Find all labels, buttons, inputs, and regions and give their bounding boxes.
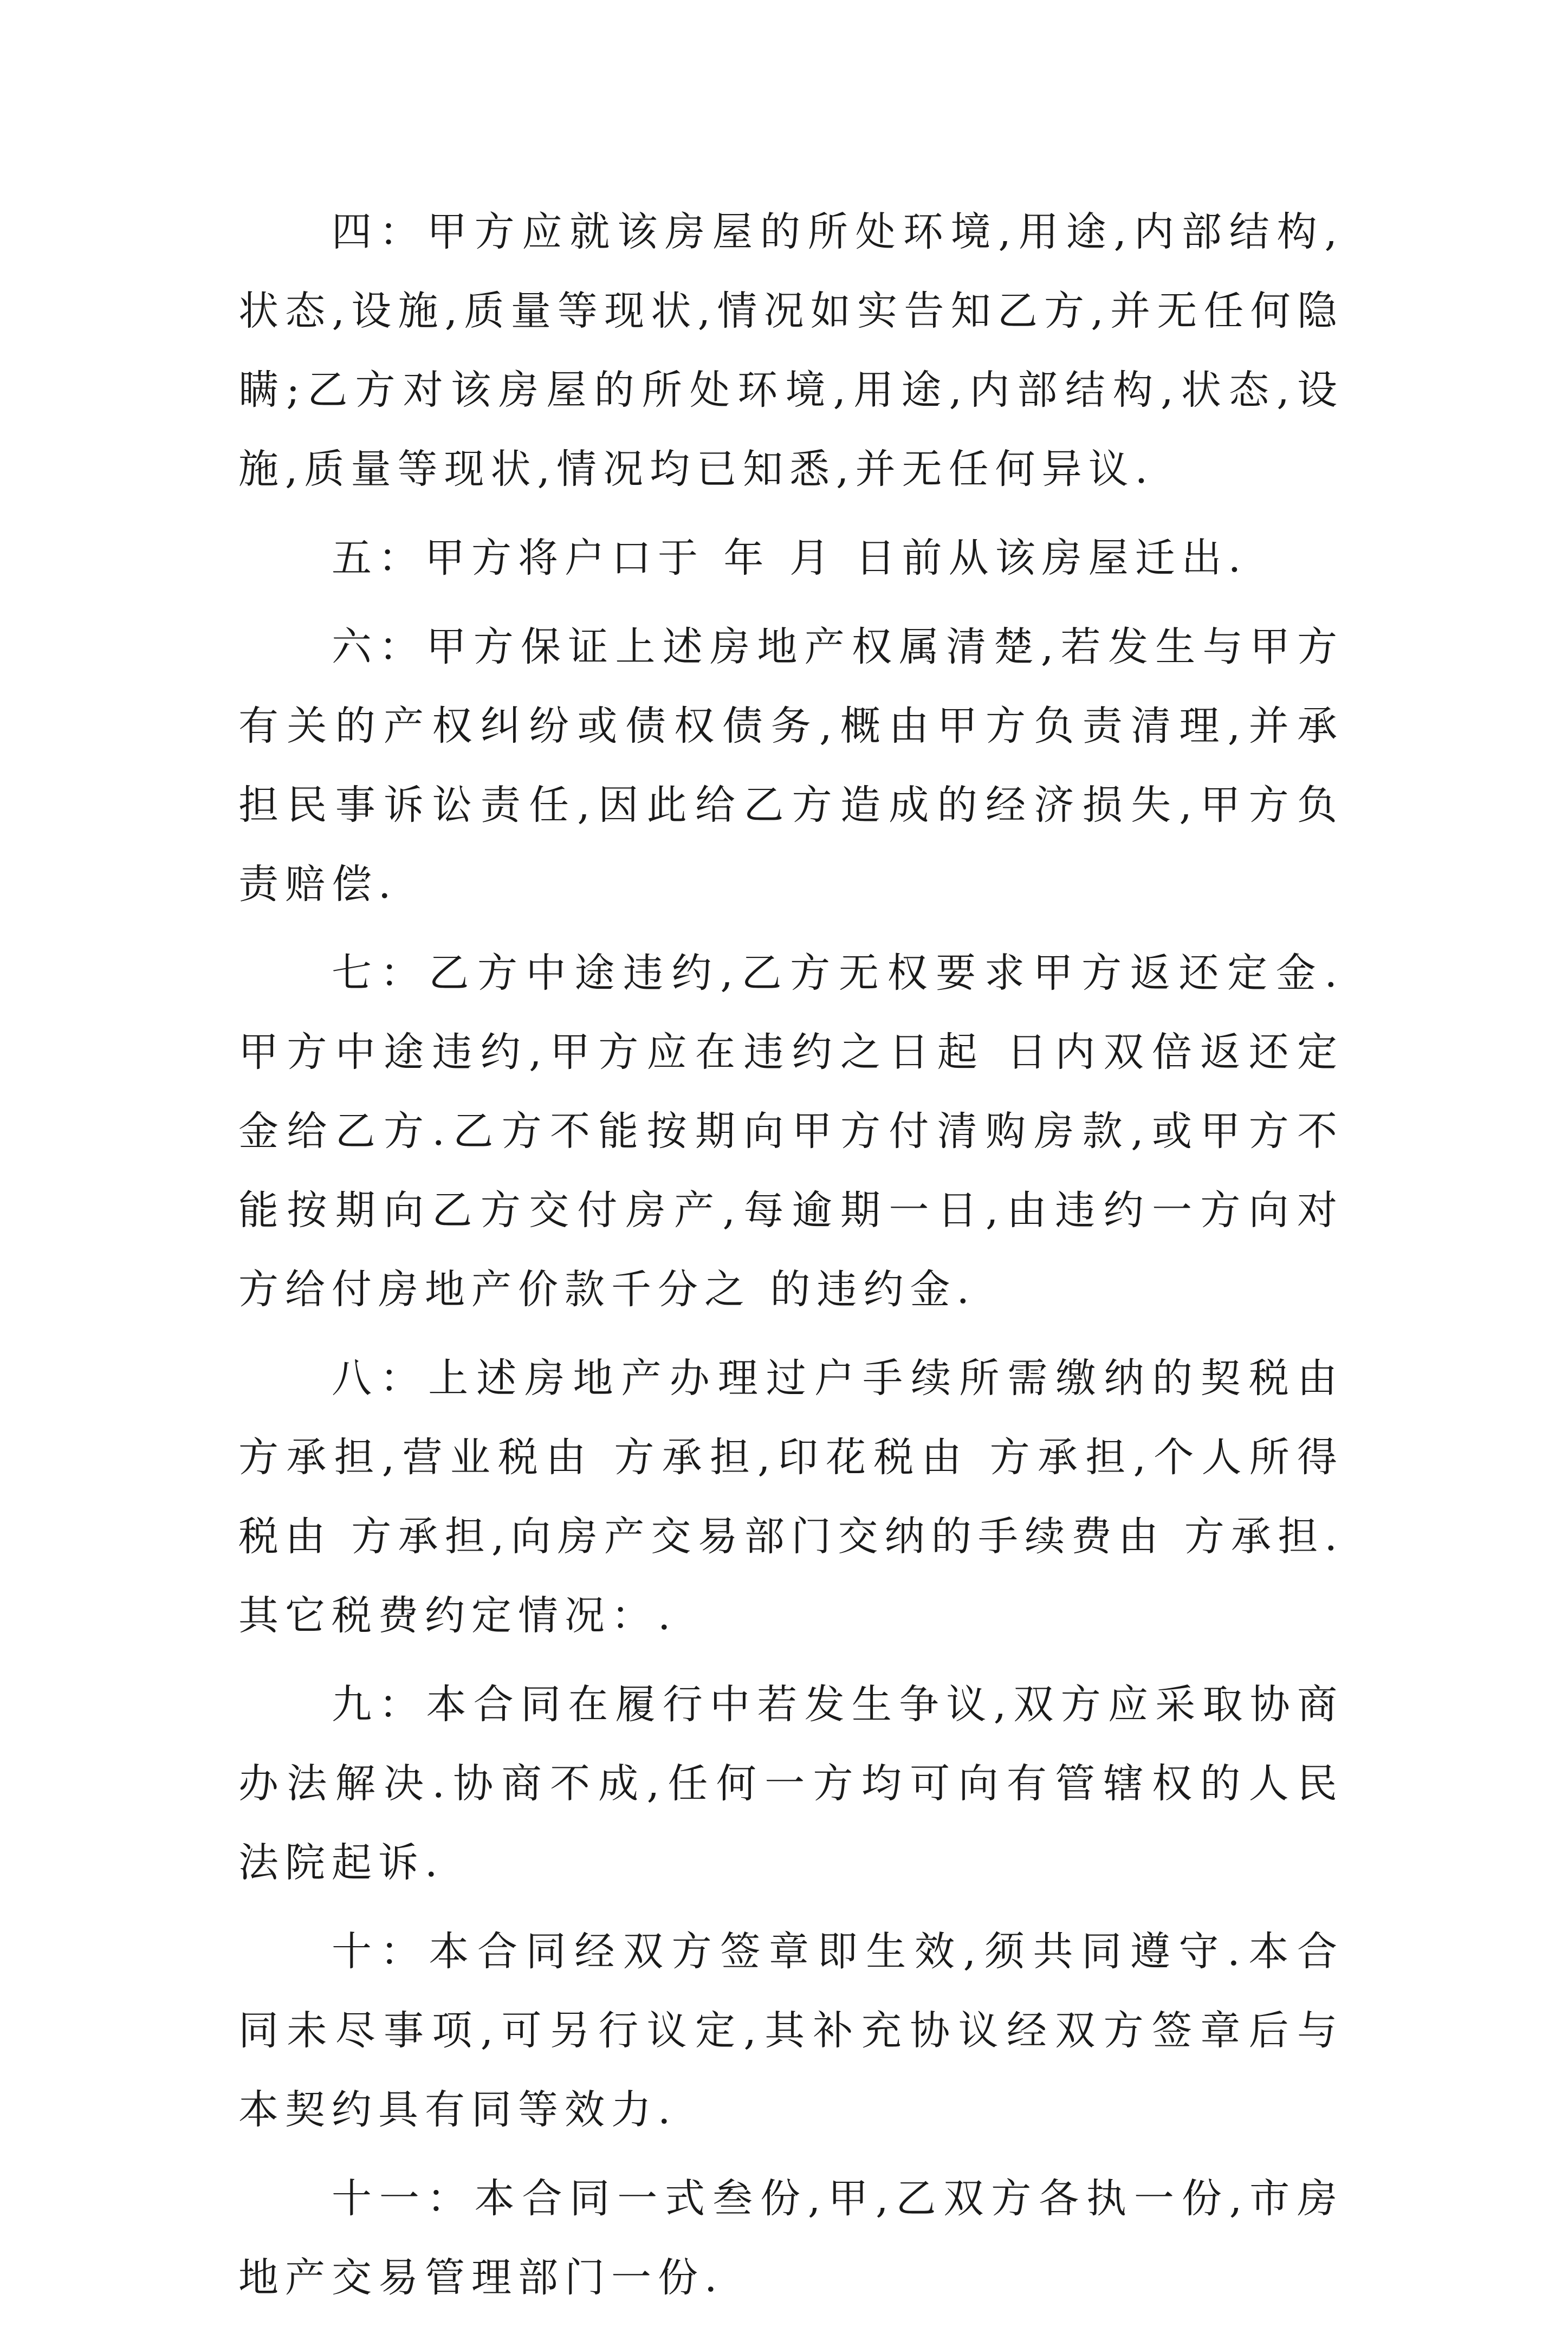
document-body [238, 192, 1344, 2327]
clause-11: 十一：本合同一式叁份,甲,乙双方各执一份,市房地产交易管理部门一份. [238, 2175, 1344, 2301]
clause-8: 八：上述房地产办理过户手续所需缴纳的契税由 方承担,营业税由 方承担,印花税由 方承担,个人所得税由 方承担,向房产交易部门交纳的手续费由 方承担.其它税费约定情况：. [238, 1355, 1344, 1639]
clause-6: 六：甲方保证上述房地产权属清楚,若发生与甲方有关的产权纠纷或债权债务,概由甲方负责清理,并承担民事诉讼责任,因此给乙方造成的经济损失,甲方负责赔偿. [238, 624, 1344, 908]
clause-9: 九：本合同在履行中若发生争议,双方应采取协商办法解决.协商不成,任何一方均可向有管辖权的人民法院起诉. [238, 1681, 1344, 1886]
clause-10: 十：本合同经双方签章即生效,须共同遵守.本合同未尽事项,可另行议定,其补充协议经双方签章后与本契约具有同等效力. [238, 1928, 1344, 2133]
clause-4: 四：甲方应就该房屋的所处环境,用途,内部结构,状态,设施,质量等现状,情况如实告知乙方,并无任何隐瞒;乙方对该房屋的所处环境,用途,内部结构,状态,设施,质量等现状,情况均已知悉,并无任何异议. [238, 209, 1344, 492]
clause-5: 五：甲方将户口于 年 月 日前从该房屋迁出. [332, 535, 1248, 581]
clause-7: 七：乙方中途违约,乙方无权要求甲方返还定金.甲方中途违约,甲方应在违约之日起 日内双倍返还定金给乙方.乙方不能按期向甲方付清购房款,或甲方不能按期向乙方交付房产,每逾期一日,由违约一方向对方给付房地产价款千分之 的违约金. [238, 950, 1344, 1313]
